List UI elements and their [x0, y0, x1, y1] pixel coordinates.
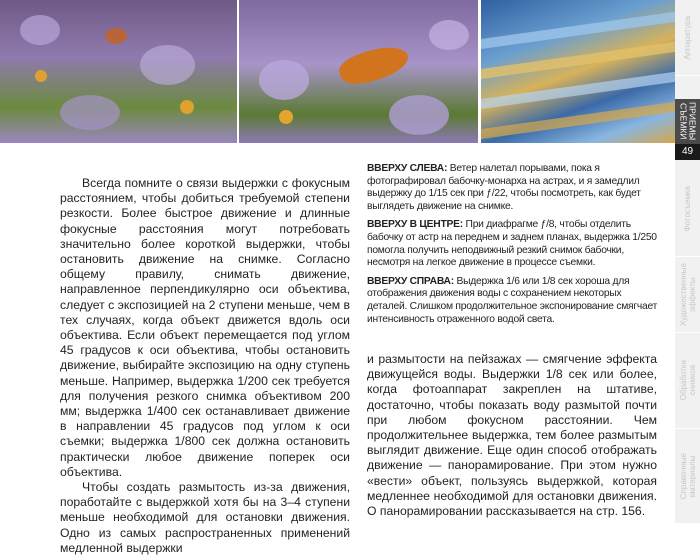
- caption-top-center: ВВЕРХУ В ЦЕНТРЕ: При диафрагме ƒ/8, чтобы отделить бабочку от астр на переднем и заднем планах, выдержка 1/250 помогла получить неподвижный резкий снимок бабочки, несмотря на легкое движение в процессе съемки.: [367, 219, 657, 269]
- tab-photography[interactable]: Фотосъемка: [675, 161, 700, 257]
- photo-blurred-butterfly-asters: [0, 0, 237, 143]
- photo-sharp-butterfly-asters: [239, 0, 478, 143]
- captions-block: [367, 163, 662, 326]
- left-column: [60, 176, 350, 556]
- caption-top-right: ВВЕРХУ СПРАВА: Выдержка 1/6 или 1/8 сек хороша для отображения движения воды с сохранением некоторых деталей. Слишком продолжительное экспонирование смягчает интенсивность отраженного водой света.: [367, 275, 658, 325]
- body-paragraph: Всегда помните о связи выдержки с фокусным расстоянием, чтобы добиться требуемой степени резкости. Более быстрое движение и длинные фокусные расстояния могут потребовать значительно более короткой выдержки, чтобы остановить движение на снимке. Согласно общему правилу, снимать движение, направленное перпендикулярно оси объектива, следует с экспозицией на 2 ступени меньше, чем в тех случаях, когда объект движется вдоль оси объектива. Если объект перемещается под углом 45 градусов к оси объектива, чтобы остановить движение, выбирайте экспозицию на одну ступень меньше. Например, выдержка 1/200 сек требуется для получения резкого снимка объективом 200 мм; выдержка 1/400 сек останавливает движение в направлении 45 градусов под углом к оси съемки; выдержка 1/800 сек должна остановить практически любое движение поперек оси объектива.: [60, 176, 350, 479]
- tab-equipment[interactable]: Аппаратура: [675, 0, 700, 76]
- tab-artistic-effects[interactable]: Художественные эффекты: [675, 257, 700, 333]
- page-number: 49: [675, 144, 700, 160]
- photo-blurred-water: [481, 0, 675, 143]
- tab-image-processing[interactable]: Обработка снимков: [675, 333, 700, 429]
- tab-shooting-techniques[interactable]: ПРИЕМЫ СЪЕМКИ: [675, 99, 700, 145]
- body-paragraph: и размытости на пейзажах — смягчение эффекта движущейся воды. Выдержки 1/8 сек или более, когда фотоаппарат закреплен на штативе, достаточно, чтобы показать воду размытой почти при любом фокусном расстоянии. Чем продолжительнее выдержка, тем более размытым выглядит движение. Еще один способ отображать движение — панорамирование. При этом нужно «вести» объект, пользуясь выдержкой, которая медленнее необходимой для остановки движения. О панорамировании рассказывается на стр. 156.: [367, 352, 657, 519]
- caption-top-left: ВВЕРХУ СЛЕВА: Ветер налетал порывами, пока я фотографировал бабочку-монарха на астрах, и я замедлил выдержку до 1/15 сек при ƒ/22, чтобы посмотреть, как будет выглядеть движение на снимке.: [367, 163, 641, 212]
- body-paragraph: Чтобы создать размытость из-за движения, поработайте с выдержкой хотя бы на 3–4 ступени меньше необходимой для остановки движения. Одно из самых распространенных применений медленной выдержки: [60, 480, 350, 555]
- right-column: [367, 352, 657, 519]
- tab-reference-materials[interactable]: Справочные материалы: [675, 429, 700, 524]
